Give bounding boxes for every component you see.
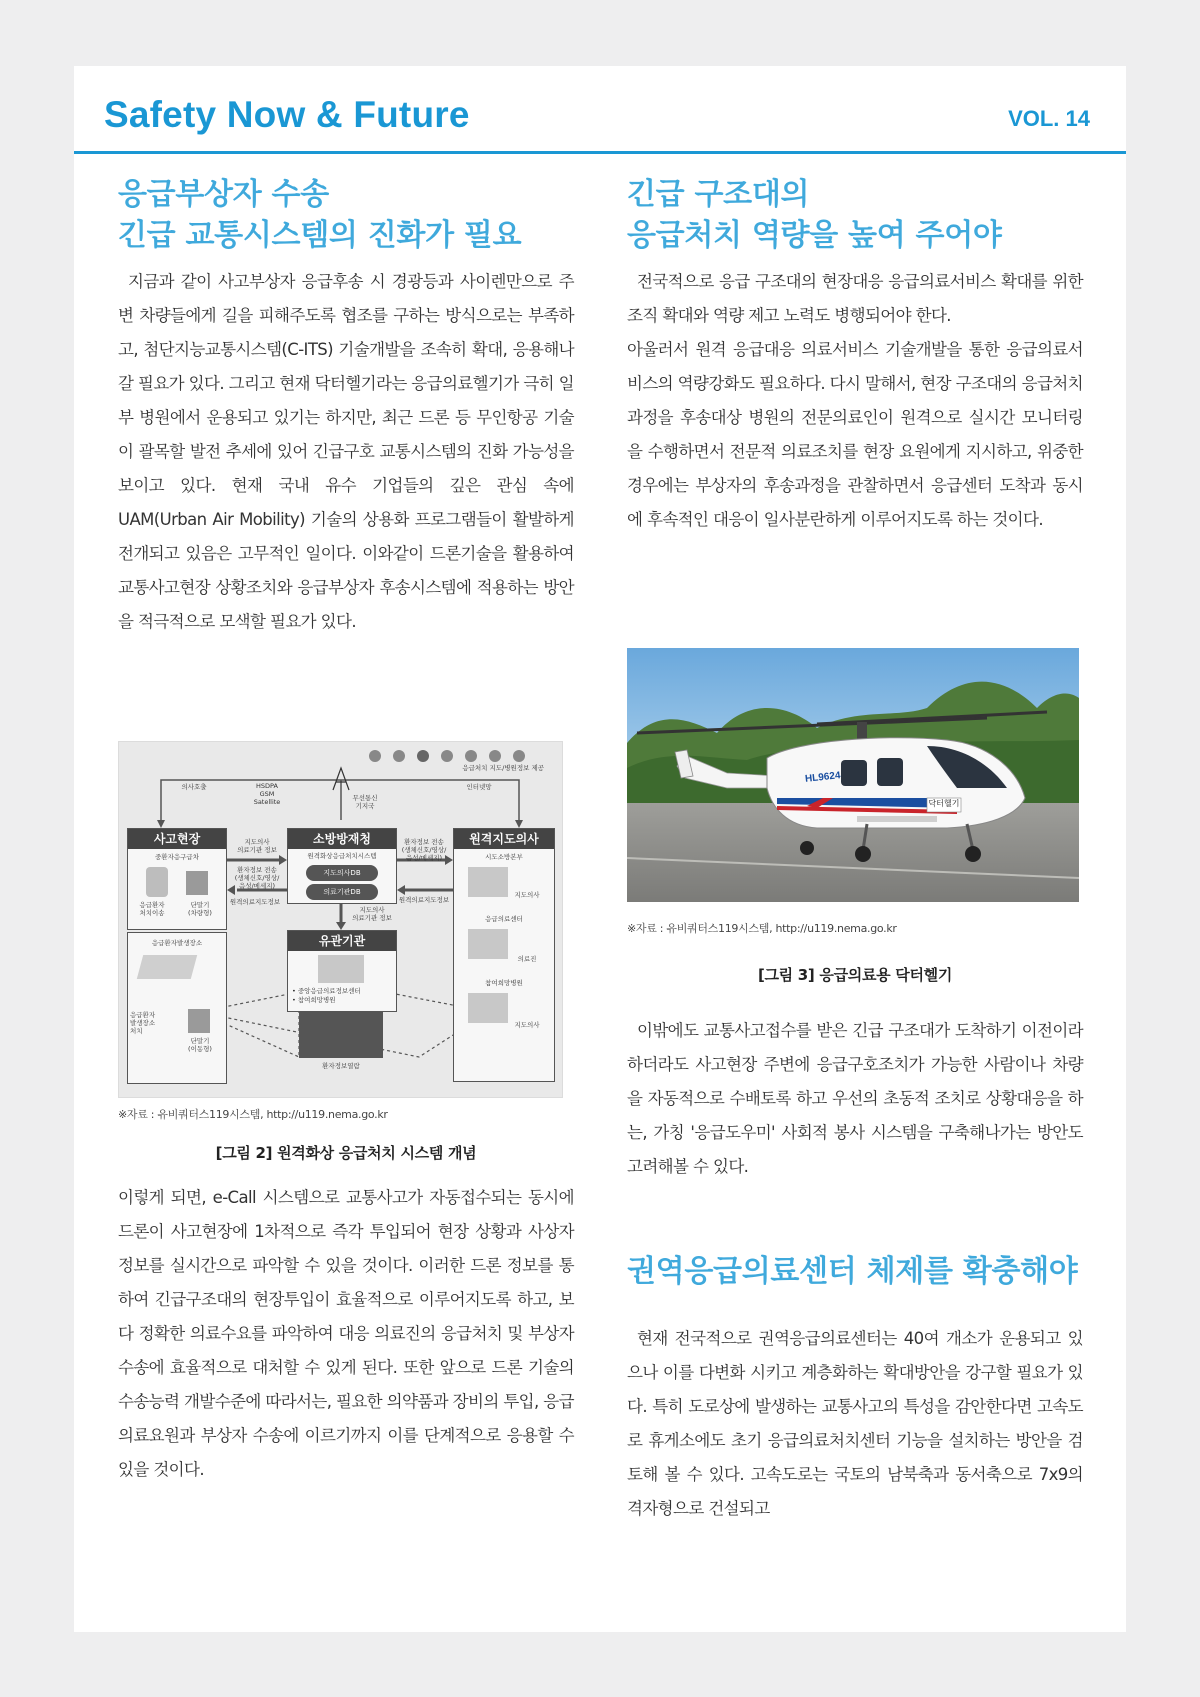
helicopter-scene (627, 648, 1079, 902)
helicopter-side-text: 닥터헬기 (928, 799, 960, 808)
diagram-label: • 중앙응급의료정보센터 (292, 987, 361, 995)
figure3-source: ※자료 : 유비쿼터스119시스템, http://u119.nema.go.kr (627, 922, 897, 935)
medical-team-illustration (468, 929, 508, 959)
diagram-label: 의료진 (517, 955, 537, 963)
box-title: 사고현장 (128, 829, 226, 849)
terminal-illustration (186, 871, 208, 895)
remote-care-system-diagram (118, 741, 563, 1098)
diagram-label: 의사호출 (181, 783, 207, 791)
magazine-title: Safety Now & Future (104, 94, 470, 135)
diagram-label: 응급의료센터 (485, 915, 523, 923)
box-title: 유관기관 (288, 931, 396, 951)
figure2-caption: [그림 2] 원격화상 응급처치 시스템 개념 (215, 1144, 477, 1162)
paragraph-rescue-2: 아울러서 원격 응급대응 의료서비스 기술개발을 통한 응급의료서비스의 역량강화도 필요하다. 다시 말해서, 현장 구조대의 응급처치과정을 후송대상 병원의 전문의료인이 원격으로 실시간 모니터링을 수행하면서 전문적 의료조치를 현장 요원에게 지시하고, 위중한 경우에는 부상자의 후송과정을 관찰하면서 응급센터 도착과 동시에 후속적인 대응이 일사분란하게 이루어지도록 하는 것이다. (627, 340, 1083, 529)
diagram-label: 응급환자발생장소 (151, 939, 203, 947)
box-title: 원격지도의사 (454, 829, 554, 849)
diagram-label: 지도의사 의료기관 정보 (237, 838, 277, 854)
diagram-label: 시도소방본부 (485, 853, 523, 861)
box-incident-location (127, 932, 227, 1084)
diagram-label: 지도의사 (514, 1021, 540, 1029)
section-heading-rescue-capacity (627, 174, 1002, 256)
heading-line-1: 응급부상자 수송 (118, 177, 329, 212)
diagram-label: 환자정보 전송 (생체신호/영상/ 음성/메세지) (401, 838, 447, 862)
header-divider (74, 151, 1126, 154)
paragraph-intro: 지금과 같이 사고부상자 응급후송 시 경광등과 사이렌만으로 주변 차량들에게 길을 피해주도록 협조를 구하는 방식으로는 부족하고, 첨단지능교통시스템(C-ITS) 기술개발을 조속히 확대, 응용해나갈 필요가 있다. 그리고 현재 닥터헬기라는 응급의료헬기가 극히 일부 병원에서 운용되고 있기는 하지만, 최근 드론 등 무인항공 기술이 괄목할 발전 추세에 있어 긴급구호 교통시스템의 진화 가능성을 보이고 있다. 현재 국내 유수 기업들의 깊은 관심 속에 UAM(Urban Air Mobility) 기술의 상용화 프로그램들이 활발하게 전개되고 있음은 고무적인 일이다. 이와같이 드론기술을 활용하여 교통사고현장 상황조치와 응급부상자 후송시스템에 적용하는 방안을 적극적으로 모색할 필요가 있다. (118, 272, 574, 631)
volume-number: VOL. 14 (1008, 106, 1090, 131)
box-accident-site (127, 828, 227, 930)
paragraph-rescue-1: 전국적으로 응급 구조대의 현장대응 응급의료서비스 확대를 위한 조직 확대와 역량 제고 노력도 병행되어야 한다. (627, 272, 1083, 325)
heading-line-2: 응급처치 역량을 높여 주어야 (627, 218, 1002, 253)
doctor-helicopter-photo (627, 648, 1079, 902)
doctor-db-pill: 지도의사DB (306, 865, 378, 881)
person-illustration (146, 867, 168, 897)
diagram-label: 응급환자 처치이송 (139, 901, 165, 917)
diagram-label: 응급환자 발생장소 처치 (130, 1011, 156, 1035)
doctor-illustration (468, 867, 508, 897)
page (74, 66, 1126, 1632)
doctor-illustration (468, 993, 508, 1023)
diagram-label: 인터넷망 (466, 783, 492, 791)
diagram-label: 단말기 (이동형) (188, 1037, 212, 1053)
diagram-label: 환자정보열람 (322, 1062, 360, 1070)
diagram-label: 참여희망병원 (485, 979, 523, 987)
heading-line-2: 긴급 교통시스템의 진화가 필요 (118, 218, 522, 253)
building-illustration (318, 955, 364, 983)
diagram-label: 응급처치 지도/병원정보 제공 (462, 764, 544, 772)
hospital-db-pill: 의료기관DB (306, 884, 378, 900)
paragraph-helper-system: 이밖에도 교통사고접수를 받은 긴급 구조대가 도착하기 이전이라 하더라도 사고현장 주변에 응급구호조치가 가능한 사람이나 차량을 자동적으로 수배토록 하고 우선의 초동적 조치로 상황대응을 하는, 가칭 '응급도우미' 사회적 봉사 시스템을 구축해나가는 방안도 고려해볼 수 있다. (627, 1021, 1083, 1176)
helicopter-registration: HL9624 (804, 770, 842, 785)
diagram-label: 지도의사 (514, 891, 540, 899)
heading-line-1: 긴급 구조대의 (627, 177, 810, 212)
diagram-label: 환자정보 전송 (생체신호/영상/ 음성/메세지) (234, 866, 280, 890)
diagram-label: 원격의료지도정보 (229, 898, 281, 906)
box-fire-agency (287, 828, 397, 904)
stretcher-illustration (137, 955, 197, 979)
section-heading-regional-center: 권역응급의료센터 체제를 확충해야 (627, 1254, 1078, 1289)
box-remote-doctor (453, 828, 555, 1082)
diagram-label: 단말기 (차량형) (188, 901, 212, 917)
diagram-label: • 참여희망병원 (292, 996, 336, 1004)
diagram-label: 중환자응구급차 (155, 853, 199, 861)
diagram-label: 무선통신 기지국 (352, 794, 378, 810)
paragraph-regional-center: 현재 전국적으로 권역응급의료센터는 40여 개소가 운용되고 있으나 이를 다변화 시키고 계층화하는 확대방안을 강구할 필요가 있다. 특히 도로상에 발생하는 교통사고의 특성을 감안한다면 고속도로 휴게소에도 초기 응급의료처치센터 기능을 설치하는 방안을 검토해 볼 수 있다. 고속도로는 국토의 남북축과 동서축으로 7x9의 격자형으로 건설되고 (627, 1329, 1083, 1518)
diagram-label: 원격의료지도정보 (398, 896, 450, 904)
figure2-source: ※자료 : 유비쿼터스119시스템, http://u119.nema.go.kr (118, 1108, 388, 1121)
box-title: 소방방재청 (288, 829, 396, 849)
section-heading-emergency-transport (118, 174, 521, 256)
paragraph-drone: 이렇게 되면, e-Call 시스템으로 교통사고가 자동접수되는 동시에 드론이 사고현장에 1차적으로 즉각 투입되어 현장 상황과 사상자 정보를 실시간으로 파악할 수 있을 것이다. 이러한 드론 정보를 통하여 긴급구조대의 현장투입이 효율적으로 이루어지도록 하고, 보다 정확한 의료수요를 파악하여 대응 의료진의 응급처치 및 부상자 수송에 효율적으로 대처할 수 있게 된다. 또한 앞으로 드론 기술의 수송능력 개발수준에 따라서는, 필요한 의약품과 장비의 투입, 응급의료요원과 부상자 수송에 이르기까지 이를 단계적으로 응용할 수 있을 것이다. (118, 1188, 574, 1479)
mobile-terminal-illustration (188, 1009, 210, 1033)
figure3-caption: [그림 3] 응급의료용 닥터헬기 (757, 966, 953, 984)
box-related-agency (287, 930, 397, 1012)
diagram-label: HSDPA GSM Satellite (253, 782, 281, 806)
diagram-label: 원격화상응급처치시스템 (307, 852, 377, 860)
patient-info-screens (299, 1012, 383, 1058)
diagram-label: 지도의사 의료기관 정보 (352, 906, 392, 922)
